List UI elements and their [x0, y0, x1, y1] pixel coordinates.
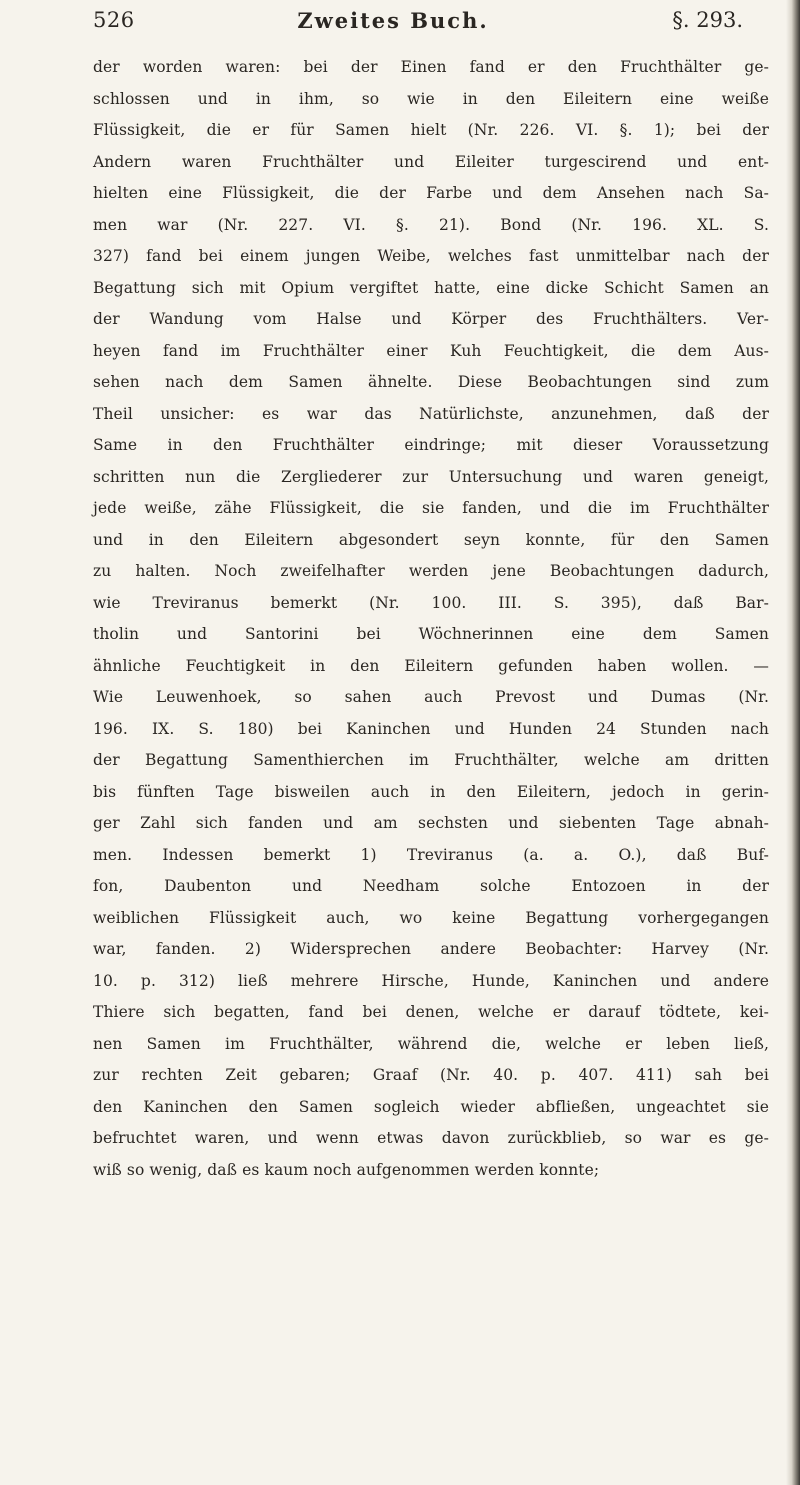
text-line: Wie Leuwenhoek, so sahen auch Prevost und Dumas (Nr.: [93, 688, 769, 706]
text-line: wiß so wenig, daß es kaum noch aufgenommen werden konnte;: [93, 1160, 600, 1179]
running-head: [93, 8, 743, 44]
text-line: nen Samen im Fruchthälter, während die, welche er leben ließ,: [93, 1034, 769, 1053]
text-line: bis fünften Tage bisweilen auch in den Eileitern, jedoch in gerin-: [93, 782, 769, 801]
text-line: zur rechten Zeit gebaren; Graaf (Nr. 40. p. 407. 411) sah bei: [93, 1066, 769, 1084]
text-line: Same in den Fruchthälter eindringe; mit dieser Voraussetzung: [93, 436, 769, 454]
running-title: Zweites Buch.: [297, 8, 489, 33]
text-line: heyen fand im Fruchthälter einer Kuh Feuchtigkeit, die dem Aus-: [93, 341, 769, 360]
text-line: weiblichen Flüssigkeit auch, wo keine Begattung vorhergegangen: [93, 908, 769, 927]
text-line: befruchtet waren, und wenn etwas davon zurückblieb, so war es ge-: [93, 1129, 769, 1147]
page-edge-shadow: [786, 0, 800, 1485]
text-line: Thiere sich begatten, fand bei denen, welche er darauf tödtete, kei-: [93, 1003, 769, 1021]
text-line: war, fanden. 2) Widersprechen andere Beobachter: Harvey (Nr.: [93, 940, 769, 958]
text-line: wie Treviranus bemerkt (Nr. 100. III. S. 395), daß Bar-: [93, 593, 769, 612]
text-line: und in den Eileitern abgesondert seyn konnte, für den Samen: [93, 530, 769, 549]
section-number: §. 293.: [672, 8, 743, 32]
text-line: Flüssigkeit, die er für Samen hielt (Nr. 226. VI. §. 1); bei der: [93, 121, 769, 139]
page-number: 526: [93, 8, 135, 32]
text-line: 196. IX. S. 180) bei Kaninchen und Hunden 24 Stunden nach: [93, 719, 769, 738]
text-line: Theil unsicher: es war das Natürlichste, anzunehmen, daß der: [93, 404, 769, 423]
text-line: sehen nach dem Samen ähnelte. Diese Beobachtungen sind zum: [93, 373, 769, 391]
text-line: schritten nun die Zergliederer zur Untersuchung und waren geneigt,: [93, 467, 769, 486]
text-line: ähnliche Feuchtigkeit in den Eileitern gefunden haben wollen. —: [93, 656, 769, 675]
text-line: 10. p. 312) ließ mehrere Hirsche, Hunde, Kaninchen und andere: [93, 971, 769, 990]
text-line: hielten eine Flüssigkeit, die der Farbe und dem Ansehen nach Sa-: [93, 184, 769, 202]
text-line: fon, Daubenton und Needham solche Entozoen in der: [93, 877, 769, 895]
text-line: Begattung sich mit Opium vergiftet hatte, eine dicke Schicht Samen an: [93, 278, 769, 297]
text-line: der Wandung vom Halse und Körper des Fruchthälters. Ver-: [93, 310, 769, 328]
text-line: der Begattung Samenthierchen im Fruchthälter, welche am dritten: [93, 751, 769, 769]
text-line: tholin und Santorini bei Wöchnerinnen eine dem Samen: [93, 625, 769, 643]
text-line: der worden waren: bei der Einen fand er den Fruchthälter ge-: [93, 58, 769, 76]
text-line: schlossen und in ihm, so wie in den Eileitern eine weiße: [93, 89, 769, 108]
text-line: Andern waren Fruchthälter und Eileiter turgescirend und ent-: [93, 152, 769, 171]
text-line: den Kaninchen den Samen sogleich wieder abfließen, ungeachtet sie: [93, 1097, 769, 1116]
text-line: ger Zahl sich fanden und am sechsten und siebenten Tage abnah-: [93, 814, 769, 832]
body-text: [93, 52, 769, 1186]
text-line: men war (Nr. 227. VI. §. 21). Bond (Nr. 196. XL. S.: [93, 215, 769, 234]
text-line: 327) fand bei einem jungen Weibe, welches fast unmittelbar nach der: [93, 247, 769, 265]
text-line: men. Indessen bemerkt 1) Treviranus (a. a. O.), daß Buf-: [93, 845, 769, 864]
text-line: jede weiße, zähe Flüssigkeit, die sie fanden, und die im Fruchthälter: [93, 499, 769, 517]
text-line: zu halten. Noch zweifelhafter werden jene Beobachtungen dadurch,: [93, 562, 769, 580]
